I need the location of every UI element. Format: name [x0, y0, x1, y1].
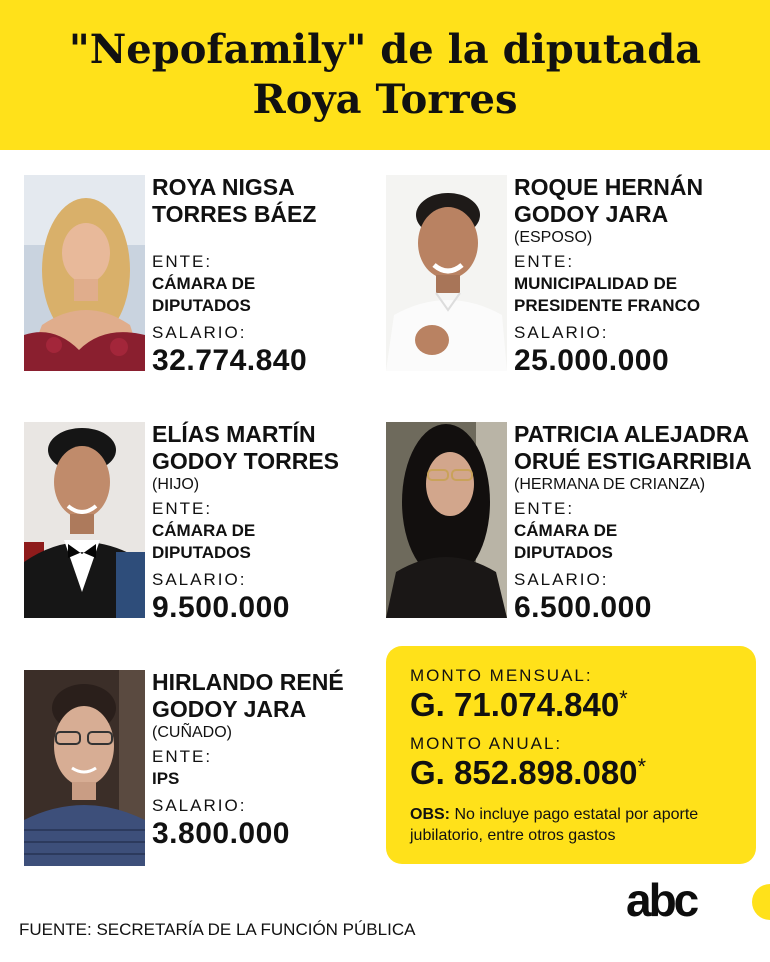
obs-text: No incluye pago estatal por aporte jubilatorio, entre otros gastos [410, 806, 699, 844]
person-photo-roya [24, 175, 145, 371]
person-photo-hirlando [24, 670, 145, 866]
person-info-hirlando [152, 669, 344, 851]
ente-label: ENTE: [152, 747, 213, 766]
person-info-roya [152, 174, 316, 378]
person-photo-roque [386, 175, 507, 371]
person-info-roque [514, 174, 703, 378]
salario-label: SALARIO: [152, 323, 247, 342]
ente-label: ENTE: [152, 252, 213, 271]
ente-value: MUNICIPALIDAD DE [514, 274, 678, 293]
ente-value: DIPUTADOS [152, 543, 251, 562]
obs-label: OBS: [410, 806, 450, 823]
person-photo-elias [24, 422, 145, 618]
ente-value: CÁMARA DE [514, 521, 618, 540]
annual-asterisk: * [637, 754, 647, 779]
salary-value: 9.500.000 [152, 591, 290, 624]
summary-box [386, 646, 756, 864]
salario-label: SALARIO: [152, 570, 247, 589]
salary-value: 3.800.000 [152, 817, 290, 850]
person-name: GODOY TORRES [152, 448, 340, 474]
ente-label: ENTE: [514, 252, 575, 271]
ente-label: ENTE: [152, 499, 213, 518]
person-name: ROYA NIGSA [152, 174, 295, 200]
salary-value: 6.500.000 [514, 591, 652, 624]
relation-label: (HERMANA DE CRIANZA) [514, 476, 706, 493]
annual-label: MONTO ANUAL: [410, 734, 563, 753]
monthly-amount: G. 71.074.840 [410, 686, 620, 723]
relation-label: (HIJO) [152, 476, 200, 493]
ente-value: CÁMARA DE [152, 274, 256, 293]
ente-value: CÁMARA DE [152, 521, 256, 540]
salario-label: SALARIO: [152, 796, 247, 815]
relation-label: (CUÑADO) [152, 724, 232, 741]
person-name: ELÍAS MARTÍN [152, 421, 316, 447]
abc-logo [626, 880, 738, 928]
salario-label: SALARIO: [514, 323, 609, 342]
person-name: GODOY JARA [152, 696, 307, 722]
annual-amount: G. 852.898.080 [410, 754, 638, 791]
person-name: PATRICIA ALEJADRA [514, 421, 750, 447]
person-name: GODOY JARA [514, 201, 669, 227]
header-banner [0, 0, 770, 150]
source-note: FUENTE: SECRETARÍA DE LA FUNCIÓN PÚBLICA [19, 920, 416, 939]
abc-logo-text: abc [626, 880, 697, 924]
ente-value: DIPUTADOS [152, 296, 251, 315]
ente-label: ENTE: [514, 499, 575, 518]
ente-value: DIPUTADOS [514, 543, 613, 562]
obs-note [410, 804, 740, 846]
annual-value [410, 754, 646, 792]
salario-label: SALARIO: [514, 570, 609, 589]
yellow-dot-decoration [752, 884, 770, 920]
person-name: TORRES BÁEZ [152, 201, 317, 227]
relation-label: (ESPOSO) [514, 229, 593, 246]
person-name: ORUÉ ESTIGARRIBIA [514, 448, 752, 474]
monthly-label: MONTO MENSUAL: [410, 666, 593, 685]
person-name: ROQUE HERNÁN [514, 174, 704, 200]
title-line-2: Roya Torres [252, 76, 518, 123]
person-name: HIRLANDO RENÉ [152, 669, 344, 695]
title-line-1: "Nepofamily" de la diputada [68, 26, 702, 73]
salary-value: 32.774.840 [152, 344, 308, 377]
person-info-elias [152, 421, 339, 625]
ente-value: PRESIDENTE FRANCO [514, 296, 701, 315]
monthly-value [410, 686, 628, 724]
salary-value: 25.000.000 [514, 344, 670, 377]
person-info-patricia [514, 421, 752, 625]
person-photo-patricia [386, 422, 507, 618]
ente-value: IPS [152, 769, 180, 788]
monthly-asterisk: * [619, 686, 628, 711]
